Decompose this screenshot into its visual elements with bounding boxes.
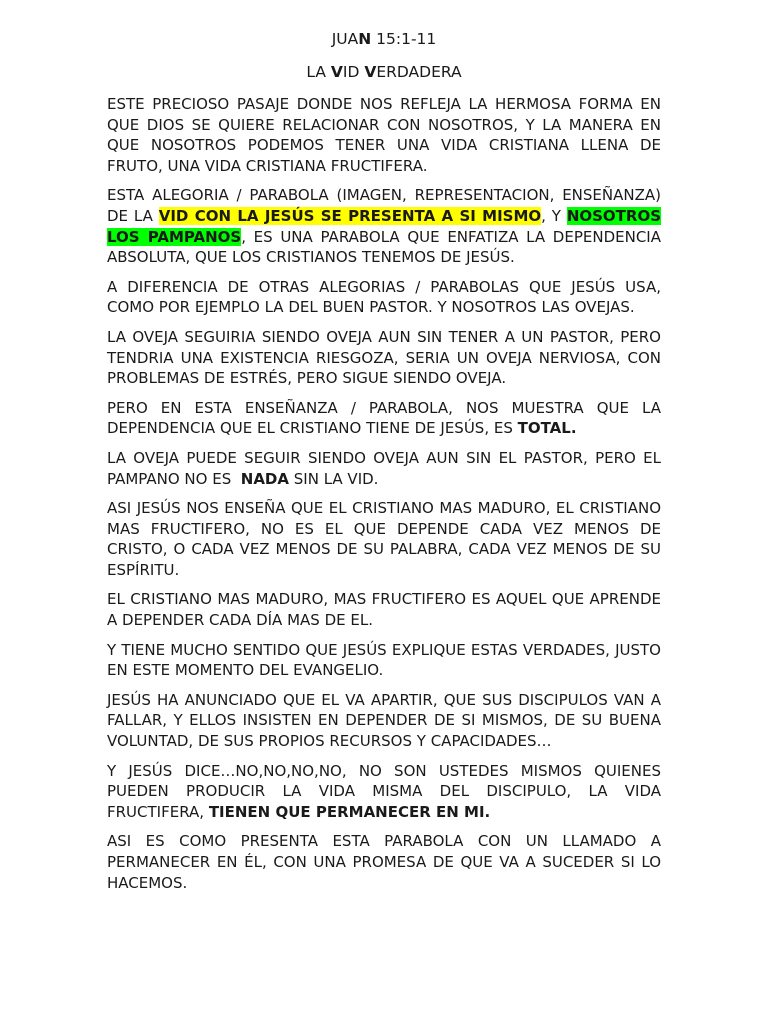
text-run: SIN LA VID. bbox=[289, 469, 379, 488]
title-part: LA bbox=[306, 63, 331, 81]
paragraph-6 bbox=[107, 448, 666, 489]
title-part-bold: V bbox=[330, 63, 343, 81]
paragraph-1: ESTE PRECIOSO PASAJE DONDE NOS REFLEJA LA HERMOSA FORMA EN QUE DIOS SE QUIERE RELACIONAR CON NOSOTROS, Y LA MANERA EN QUE NOSOTROS PODEMOS TENER UNA VIDA CRISTIANA LLENA DE FRUTO, UNA VIDA CRISTIANA FRUCTIFERA. bbox=[107, 95, 661, 175]
paragraph-3: A DIFERENCIA DE OTRAS ALEGORIAS / PARABOLAS QUE JESÚS USA, COMO POR EJEMPLO LA DEL BUEN PASTOR. Y NOSOTROS LAS OVEJAS. bbox=[107, 277, 661, 317]
paragraph-9: Y TIENE MUCHO SENTIDO QUE JESÚS EXPLIQUE ESTAS VERDADES, JUSTO EN ESTE MOMENTO DEL EVANGELIO. bbox=[107, 640, 661, 680]
text-run: , Y bbox=[541, 206, 567, 225]
paragraph-4: LA OVEJA SEGUIRIA SIENDO OVEJA AUN SIN TENER A UN PASTOR, PERO TENDRIA UNA EXISTENCIA RIESGOZA, SERIA UN OVEJA NERVIOSA, CON PROBLEMAS DE ESTRÉS, PERO SIGUE SIENDO OVEJA. bbox=[107, 327, 661, 388]
title-part: 15:1-11 bbox=[371, 30, 437, 48]
document-title bbox=[107, 61, 661, 83]
title-part: ID bbox=[342, 63, 365, 81]
paragraph-10: JESÚS HA ANUNCIADO QUE EL VA APARTIR, QUE SUS DISCIPULOS VAN A FALLAR, Y ELLOS INSISTEN EN DEPENDER DE SI MISMOS, DE SU BUENA VOLUNTAD, DE SUS PROPIOS RECURSOS Y CAPACIDADES… bbox=[107, 690, 661, 751]
paragraph-12: ASI ES COMO PRESENTA ESTA PARABOLA CON UN LLAMADO A PERMANECER EN ÉL, CON UNA PROMESA DE QUE VA A SUCEDER SI LO HACEMOS. bbox=[107, 832, 661, 892]
paragraph-2 bbox=[107, 185, 661, 267]
paragraph-8: EL CRISTIANO MAS MADURO, MAS FRUCTIFERO ES AQUEL QUE APRENDE A DEPENDER CADA DÍA MAS DE EL. bbox=[107, 590, 661, 630]
text-run: , ES UNA PARABOLA QUE ENFATIZA LA DEPENDENCIA ABSOLUTA, QUE LOS CRISTIANOS TENEMOS DE JESÚS. bbox=[107, 227, 661, 267]
document-reference bbox=[107, 28, 661, 50]
highlight-yellow: VID CON LA JESÚS SE PRESENTA A SI MISMO bbox=[158, 206, 542, 225]
title-part: JUA bbox=[331, 30, 359, 48]
paragraph-5 bbox=[107, 398, 661, 439]
title-part: ERDADERA bbox=[376, 63, 462, 81]
text-run: LA OVEJA PUEDE SEGUIR SIENDO OVEJA AUN SIN EL PASTOR, PERO EL PAMPANO NO ES bbox=[107, 448, 666, 488]
text-run: ESTA ALEGORIA / PARABOLA (IMAGEN, REPRESENTACION, ENSEÑANZA) DE LA bbox=[107, 186, 661, 225]
highlight-green: NOSOTROS LOS PAMPANOS bbox=[107, 206, 662, 246]
text-run: PERO EN ESTA ENSEÑANZA / PARABOLA, NOS MUESTRA QUE LA DEPENDENCIA QUE EL CRISTIANO TIENE DE JESÚS, ES bbox=[107, 398, 661, 438]
title-part-bold: V bbox=[364, 63, 377, 81]
paragraph-11 bbox=[107, 761, 661, 823]
bold-text: NADA bbox=[240, 469, 289, 488]
paragraph-7: ASI JESÚS NOS ENSEÑA QUE EL CRISTIANO MAS MADURO, EL CRISTIANO MAS FRUCTIFERO, NO ES EL QUE DEPENDE CADA VEZ MENOS DE CRISTO, O CADA VEZ MENOS DE SU PALABRA, CADA VEZ MENOS DE SU ESPÍRITU. bbox=[107, 499, 661, 579]
text-run: Y JESÚS DICE…NO,NO,NO,NO, NO SON USTEDES MISMOS QUIENES PUEDEN PRODUCIR LA VIDA MISMA DEL DISCIPULO, LA VIDA FRUCTIFERA, bbox=[107, 761, 661, 821]
bold-text: TIENEN QUE PERMANECER EN MI. bbox=[208, 802, 491, 821]
bold-text: TOTAL. bbox=[517, 419, 577, 438]
title-part-bold: N bbox=[358, 30, 372, 48]
